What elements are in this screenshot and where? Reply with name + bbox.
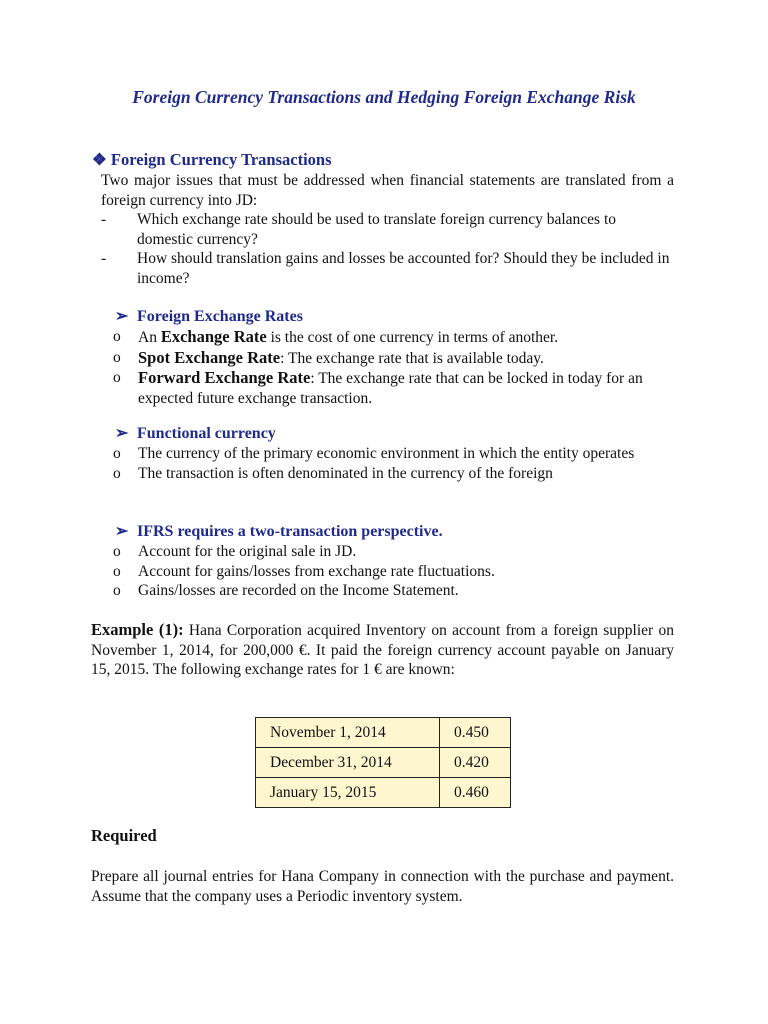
- list-item: [113, 444, 674, 464]
- diamond-bullet-icon: ❖: [92, 150, 107, 169]
- item-definition: is the cost of one currency in terms of another.: [266, 329, 559, 346]
- item-text: Gains/losses are recorded on the Income Statement.: [138, 582, 459, 600]
- rate-value-cell: 0.460: [440, 778, 511, 808]
- example-paragraph: [91, 620, 674, 680]
- intro-block: [101, 171, 674, 289]
- document-title: Foreign Currency Transactions and Hedging Foreign Exchange Risk: [132, 87, 636, 107]
- circle-bullet: o: [113, 464, 121, 482]
- term-spot-exchange-rate: Spot Exchange Rate: [138, 347, 281, 367]
- subheading-text: Foreign Exchange Rates: [137, 308, 303, 325]
- circle-bullet: o: [113, 562, 121, 580]
- required-heading: Required: [91, 826, 157, 845]
- list-item: [113, 542, 674, 562]
- dash-bullet: -: [101, 211, 107, 229]
- circle-bullet: o: [113, 543, 121, 560]
- issue-item: [101, 210, 674, 249]
- subheading-text: Functional currency: [137, 425, 276, 442]
- rate-value-cell: 0.420: [440, 748, 511, 778]
- circle-bullet: o: [113, 445, 121, 462]
- subheading-functional-currency: [115, 424, 276, 444]
- functional-currency-list: [113, 444, 674, 483]
- circle-bullet: o: [113, 582, 121, 600]
- arrow-bullet-icon: ➢: [115, 523, 129, 540]
- term-exchange-rate: Exchange Rate: [160, 327, 267, 346]
- item-prefix: An: [138, 329, 161, 346]
- list-item: [113, 348, 674, 369]
- circle-bullet: o: [113, 369, 121, 387]
- arrow-bullet-icon: ➢: [115, 308, 129, 325]
- intro-paragraph: Two major issues that must be addressed when financial statements are translated from a foreign currency into JD:: [101, 172, 674, 209]
- term-forward-exchange-rate: Forward Exchange Rate: [138, 368, 311, 388]
- rate-date-cell: November 1, 2014: [256, 718, 440, 748]
- dash-bullet: -: [101, 250, 107, 268]
- section-heading-foreign-currency-transactions: [92, 150, 332, 170]
- subheading-text: IFRS requires a two-transaction perspective.: [137, 523, 443, 540]
- item-definition: : The exchange rate that is available today.: [280, 349, 544, 367]
- section-heading-text: Foreign Currency Transactions: [110, 150, 332, 169]
- subheading-ifrs: [115, 522, 443, 542]
- rate-value-cell: 0.450: [440, 718, 511, 748]
- circle-bullet: o: [113, 328, 121, 345]
- item-text: The transaction is often denominated in the currency of the foreign: [138, 464, 553, 482]
- required-text: Prepare all journal entries for Hana Company in connection with the purchase and payment. Assume that the company uses a Periodic inventory system.: [91, 868, 674, 905]
- circle-bullet: o: [113, 348, 121, 366]
- example-text: Hana Corporation acquired Inventory on account from a foreign supplier on November 1, 2014, for 200,000 €. It paid the foreign currency account payable on January 15, 2015. The following exchange rates for 1 € are known:: [91, 622, 674, 679]
- item-text: Account for gains/losses from exchange rate fluctuations.: [138, 562, 495, 580]
- exchange-rates-table: [255, 717, 511, 808]
- subheading-foreign-exchange-rates: [115, 307, 303, 327]
- rate-date-cell: December 31, 2014: [256, 748, 440, 778]
- list-item: [113, 464, 674, 484]
- item-text: Account for the original sale in JD.: [138, 543, 357, 560]
- table-row: [256, 778, 511, 808]
- fx-rates-list: [113, 327, 674, 408]
- list-item: [113, 562, 674, 582]
- table-row: [256, 748, 511, 778]
- issue-item: [101, 249, 674, 288]
- item-definition: : The exchange rate that can be locked in today for an expected future exchange transaction.: [138, 370, 643, 407]
- list-item: [113, 581, 674, 601]
- ifrs-list: [113, 542, 674, 601]
- example-label: Example (1):: [91, 620, 184, 639]
- rate-date-cell: January 15, 2015: [256, 778, 440, 808]
- issue-text: How should translation gains and losses be accounted for? Should they be included in income?: [137, 250, 670, 287]
- item-text: The currency of the primary economic environment in which the entity operates: [138, 445, 635, 462]
- arrow-bullet-icon: ➢: [115, 425, 129, 442]
- table-row: [256, 718, 511, 748]
- list-item: [113, 327, 674, 348]
- issue-text: Which exchange rate should be used to translate foreign currency balances to domestic currency?: [137, 211, 617, 248]
- list-item: [113, 368, 674, 408]
